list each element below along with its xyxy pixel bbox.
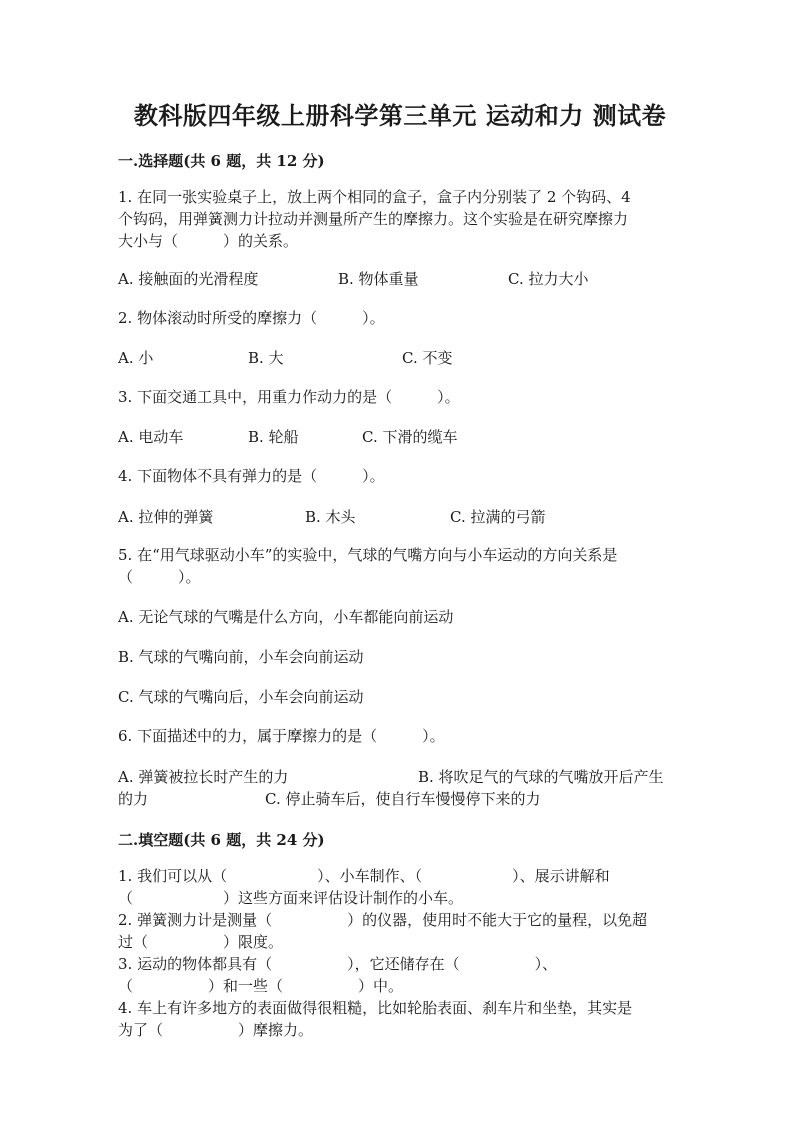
section-heading-fill: 二.填空题(共 6 题，共 24 分) [118, 831, 325, 849]
question-1-option-a: A. 接触面的光滑程度 [118, 270, 259, 288]
fill-question-3-line-2: （ ）和一些（ ）中。 [118, 977, 404, 995]
question-2-line-1: 2. 物体滚动时所受的摩擦力（ ）。 [118, 309, 385, 327]
question-2-option-a: A. 小 [118, 349, 154, 367]
question-6-line-1: 6. 下面描述中的力，属于摩擦力的是（ ）。 [118, 727, 445, 745]
question-2-option-c: C. 不变 [402, 349, 453, 367]
question-5-option-a: A. 无论气球的气嘴是什么方向，小车都能向前运动 [118, 608, 454, 626]
question-4-option-c: C. 拉满的弓箭 [450, 508, 546, 526]
fill-question-1-line-2: （ ）这些方面来评估设计制作的小车。 [118, 889, 464, 907]
question-6-option-c: C. 停止骑车后，使自行车慢慢停下来的力 [265, 790, 541, 808]
fill-question-2-line-1: 2. 弹簧测力计是测量（ ）的仪器，使用时不能大于它的量程，以免超 [118, 911, 648, 929]
question-3-option-c: C. 下滑的缆车 [362, 428, 458, 446]
question-2-option-b: B. 大 [248, 349, 284, 367]
page-title: 教科版四年级上册科学第三单元 运动和力 测试卷 [133, 101, 667, 130]
question-5-option-c: C. 气球的气嘴向后，小车会向前运动 [118, 688, 364, 706]
question-3-option-b: B. 轮船 [248, 428, 299, 446]
question-4-option-b: B. 木头 [305, 508, 356, 526]
fill-question-4-line-1: 4. 车上有许多地方的表面做得很粗糙，比如轮胎表面、刹车片和坐垫，其实是 [118, 999, 633, 1017]
question-1-option-c: C. 拉力大小 [508, 270, 589, 288]
question-3-line-1: 3. 下面交通工具中，用重力作动力的是（ ）。 [118, 388, 460, 406]
question-1-line-1: 1. 在同一张实验桌子上，放上两个相同的盒子，盒子内分别装了 2 个钩码、4 [118, 188, 631, 206]
fill-question-1-line-1: 1. 我们可以从（ ）、小车制作、（ ）、展示讲解和 [118, 867, 610, 885]
question-6-option-b-continued: 的力 [118, 790, 149, 808]
fill-question-3-line-1: 3. 运动的物体都具有（ ），它还储存在（ ）、 [118, 955, 558, 973]
fill-question-2-line-2: 过（ ）限度。 [118, 933, 284, 951]
question-1-line-2: 个钩码，用弹簧测力计拉动并测量所产生的摩擦力。这个实验是在研究摩擦力 [118, 210, 629, 228]
fill-question-4-line-2: 为了（ ）摩擦力。 [118, 1021, 314, 1039]
question-4-option-a: A. 拉伸的弹簧 [118, 508, 214, 526]
question-1-line-3: 大小与（ ）的关系。 [118, 232, 299, 250]
question-5-line-2: （ ）。 [118, 568, 201, 586]
question-6-option-a: A. 弹簧被拉长时产生的力 [118, 768, 289, 786]
question-3-option-a: A. 电动车 [118, 428, 184, 446]
section-heading-choice: 一.选择题(共 6 题，共 12 分) [118, 152, 325, 170]
question-4-line-1: 4. 下面物体不具有弹力的是（ ）。 [118, 467, 385, 485]
question-1-option-b: B. 物体重量 [338, 270, 419, 288]
question-5-line-1: 5. 在“用气球驱动小车”的实验中，气球的气嘴方向与小车运动的方向关系是 [118, 546, 618, 564]
question-5-option-b: B. 气球的气嘴向前，小车会向前运动 [118, 648, 364, 666]
question-6-option-b: B. 将吹足气的气球的气嘴放开后产生 [418, 768, 664, 786]
